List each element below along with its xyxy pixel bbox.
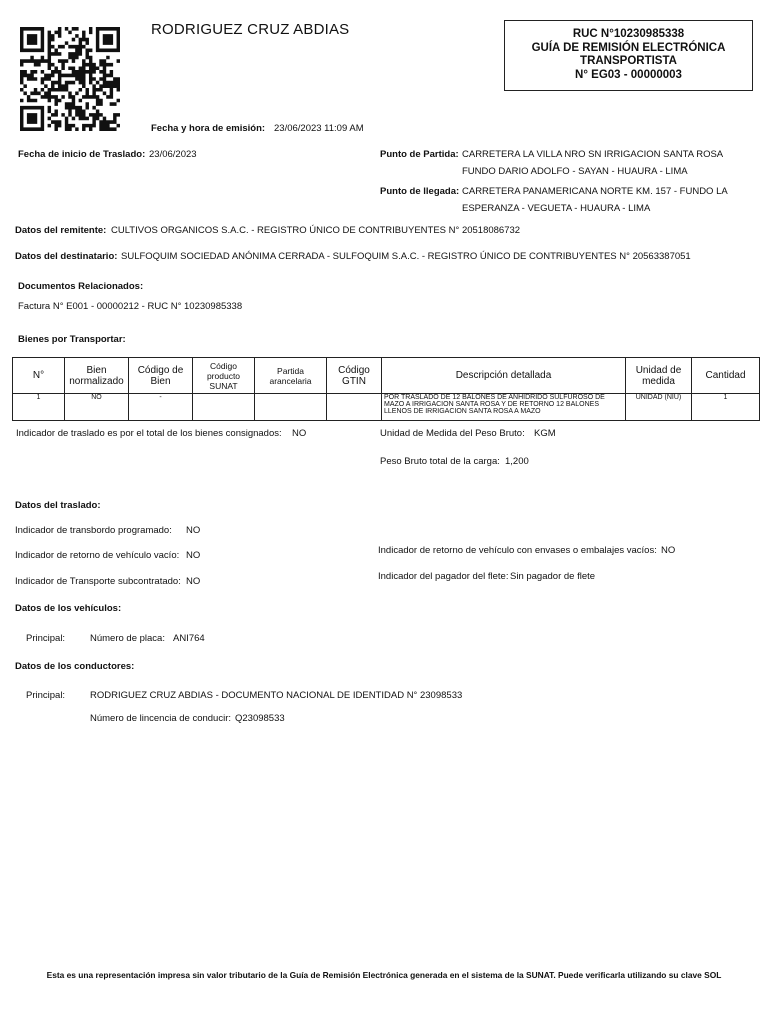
document-type-line2: TRANSPORTISTA <box>580 55 677 67</box>
goods-header-row <box>13 358 760 394</box>
qr-modules <box>20 27 120 131</box>
related-docs-value: Factura N° E001 - 00000212 - RUC N° 10230985338 <box>18 301 243 312</box>
col-quantity: Cantidad <box>692 358 760 394</box>
origin-line2: FUNDO DARIO ADOLFO - SAYAN - HUAURA - LIMA <box>462 166 688 177</box>
vehicles-title: Datos de los vehículos: <box>15 603 122 614</box>
destination-line1: CARRETERA PANAMERICANA NORTE KM. 157 - FUNDO LA <box>462 186 728 197</box>
footer-disclaimer: Esta es una representación impresa sin valor tributario de la Guía de Remisión Electrónica generada en el sistema de la SUNAT. Puede verificarla utilizando su clave SOL <box>46 970 722 980</box>
license-label: Número de lincencia de conducir: <box>90 713 231 724</box>
freight-payer-label: Indicador del pagador del flete: <box>378 571 509 582</box>
col-number: N° <box>13 358 65 394</box>
issuer-name: RODRIGUEZ CRUZ ABDIAS <box>151 21 350 38</box>
cell-code: - <box>129 394 193 421</box>
ruc-number: RUC N°10230985338 <box>572 28 685 40</box>
col-tariff: Partida arancelaria <box>255 358 327 394</box>
gross-weight-value: 1,200 <box>505 456 529 467</box>
sender-label: Datos del remitente: <box>15 225 107 236</box>
related-docs-title: Documentos Relacionados: <box>18 281 144 292</box>
origin-line1: CARRETERA LA VILLA NRO SN IRRIGACION SANTA ROSA <box>462 149 724 160</box>
cell-unit: UNIDAD (NIU) <box>626 394 692 421</box>
subcontracted-value: NO <box>186 576 201 587</box>
ruc-box <box>504 20 753 91</box>
col-normalized: Bien normalizado <box>65 358 129 394</box>
total-indicator-label: Indicador de traslado es por el total de los bienes consignados: <box>16 428 282 439</box>
destination-label: Punto de llegada: <box>380 186 460 197</box>
total-indicator-value: NO <box>292 428 307 439</box>
cell-sunat-code <box>193 394 255 421</box>
weight-unit-label: Unidad de Medida del Peso Bruto: <box>380 428 525 439</box>
origin-label: Punto de Partida: <box>380 149 459 160</box>
cell-description: POR TRASLADO DE 12 BALONES DE ANHIDRIDO SULFUROSO DE MAZO A IRRIGACION SANTA ROSA Y DE RETORNO 12 BALONES LLENOS DE IRRIGACION SANTA ROSA A MAZO <box>382 394 626 421</box>
cell-gtin <box>327 394 382 421</box>
document-number: N° EG03 - 00000003 <box>575 68 682 81</box>
freight-payer-value: Sin pagador de flete <box>510 571 596 582</box>
goods-title: Bienes por Transportar: <box>18 334 126 345</box>
drivers-title: Datos de los conductores: <box>15 661 135 672</box>
start-date-value: 23/06/2023 <box>149 149 197 160</box>
transshipment-label: Indicador de transbordo programado: <box>15 525 172 536</box>
issue-date-label: Fecha y hora de emisión: <box>151 123 266 134</box>
col-code: Código de Bien <box>129 358 193 394</box>
qr-code <box>20 27 120 131</box>
start-date-label: Fecha de inicio de Traslado: <box>18 149 146 160</box>
destination-line2: ESPERANZA - VEGUETA - HUAURA - LIMA <box>462 203 651 214</box>
goods-table <box>12 357 760 421</box>
plate-value: ANI764 <box>173 633 205 644</box>
subcontracted-label: Indicador de Transporte subcontratado: <box>15 576 181 587</box>
container-return-label: Indicador de retorno de vehículo con envases o embalajes vacíos: <box>378 545 657 556</box>
sender-value: CULTIVOS ORGANICOS S.A.C. - REGISTRO ÚNICO DE CONTRIBUYENTES N° 20518086732 <box>111 225 521 236</box>
gross-weight-label: Peso Bruto total de la carga: <box>380 456 500 467</box>
plate-label: Número de placa: <box>90 633 165 644</box>
col-description: Descripción detallada <box>382 358 626 394</box>
cell-quantity: 1 <box>692 394 760 421</box>
cell-normalized: NO <box>65 394 129 421</box>
col-unit: Unidad de medida <box>626 358 692 394</box>
empty-return-value: NO <box>186 550 201 561</box>
cell-number: 1 <box>13 394 65 421</box>
cell-tariff <box>255 394 327 421</box>
container-return-value: NO <box>661 545 676 556</box>
license-value: Q23098533 <box>235 713 285 724</box>
document-type-line1: GUÍA DE REMISIÓN ELECTRÓNICA <box>531 41 726 54</box>
recipient-value: SULFOQUIM SOCIEDAD ANÓNIMA CERRADA - SULFOQUIM S.A.C. - REGISTRO ÚNICO DE CONTRIBUYENTES N° 20563387051 <box>121 251 691 262</box>
col-sunat-code: Código producto SUNAT <box>193 358 255 394</box>
driver-value: RODRIGUEZ CRUZ ABDIAS - DOCUMENTO NACIONAL DE IDENTIDAD N° 23098533 <box>90 690 463 701</box>
driver-role: Principal: <box>26 690 66 701</box>
transshipment-value: NO <box>186 525 201 536</box>
shipment-title: Datos del traslado: <box>15 500 101 511</box>
empty-return-label: Indicador de retorno de vehículo vacío: <box>15 550 180 561</box>
issue-date-value: 23/06/2023 11:09 AM <box>274 123 364 134</box>
col-gtin: Código GTIN <box>327 358 382 394</box>
recipient-label: Datos del destinatario: <box>15 251 118 262</box>
vehicle-role: Principal: <box>26 633 66 644</box>
table-row <box>13 394 760 421</box>
weight-unit-value: KGM <box>534 428 556 439</box>
